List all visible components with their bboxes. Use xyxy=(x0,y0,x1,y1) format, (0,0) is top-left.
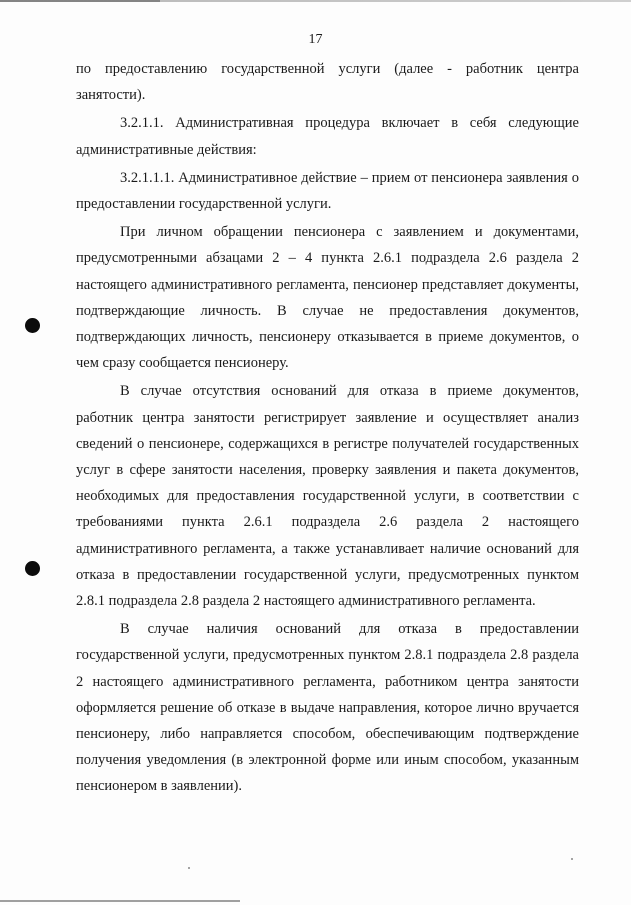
scan-speck xyxy=(571,858,573,860)
paragraph-continuation: по предоставлению государственной услуги (далее - работник центра занятости). xyxy=(76,61,579,104)
paragraph-3-2-1-1: 3.2.1.1. Административная процедура включает в себя следующие административные действия: xyxy=(76,115,579,158)
hole-punch-lower xyxy=(25,561,40,576)
scan-edge-top xyxy=(0,0,631,2)
page-number: 17 xyxy=(308,32,323,47)
scan-speck xyxy=(188,867,190,869)
scan-edge-bottom xyxy=(0,900,240,902)
hole-punch-upper xyxy=(25,318,40,333)
body-text xyxy=(76,56,579,800)
paragraph-no-grounds-for-refusal: В случае отсутствия оснований для отказа в приеме документов, работник центра занятости регистрирует заявление и осуществляет анализ сведений о пенсионере, содержащихся в регистре получателей государственных услуг в сфере занятости населения, проверку заявления и пакета документов, необходимых для предоставления государственной услуги, в соответствии с требованиями пункта 2.6.1 подраздела 2.6 раздела 2 настоящего административного регламента, а также устанавливает наличие оснований для отказа в предоставлении государственной услуги, предусмотренных пунктом 2.8.1 подраздела 2.8 раздела 2 настоящего административного регламента. xyxy=(76,383,579,610)
paragraph-grounds-for-refusal: В случае наличия оснований для отказа в предоставлении государственной услуги, предусмотренных пунктом 2.8.1 подраздела 2.8 раздела 2 настоящего административного регламента, работником центра занятости оформляется решение об отказе в выдаче направления, которое лично вручается пенсионеру, либо направляется способом, обеспечивающим подтверждение получения уведомления (в электронной форме или иным способом, указанным пенсионером в заявлении). xyxy=(76,621,579,795)
paragraph-personal-application: При личном обращении пенсионера с заявлением и документами, предусмотренными абзацами 2 – 4 пункта 2.6.1 подраздела 2.6 раздела 2 настоящего административного регламента, пенсионер представляет документы, подтверждающие личность. В случае не предоставления документов, подтверждающих личность, пенсионеру отказывается в приеме документов, о чем сразу сообщается пенсионеру. xyxy=(76,224,579,372)
paragraph-3-2-1-1-1: 3.2.1.1.1. Административное действие – прием от пенсионера заявления о предоставлении государственной услуги. xyxy=(76,169,579,213)
